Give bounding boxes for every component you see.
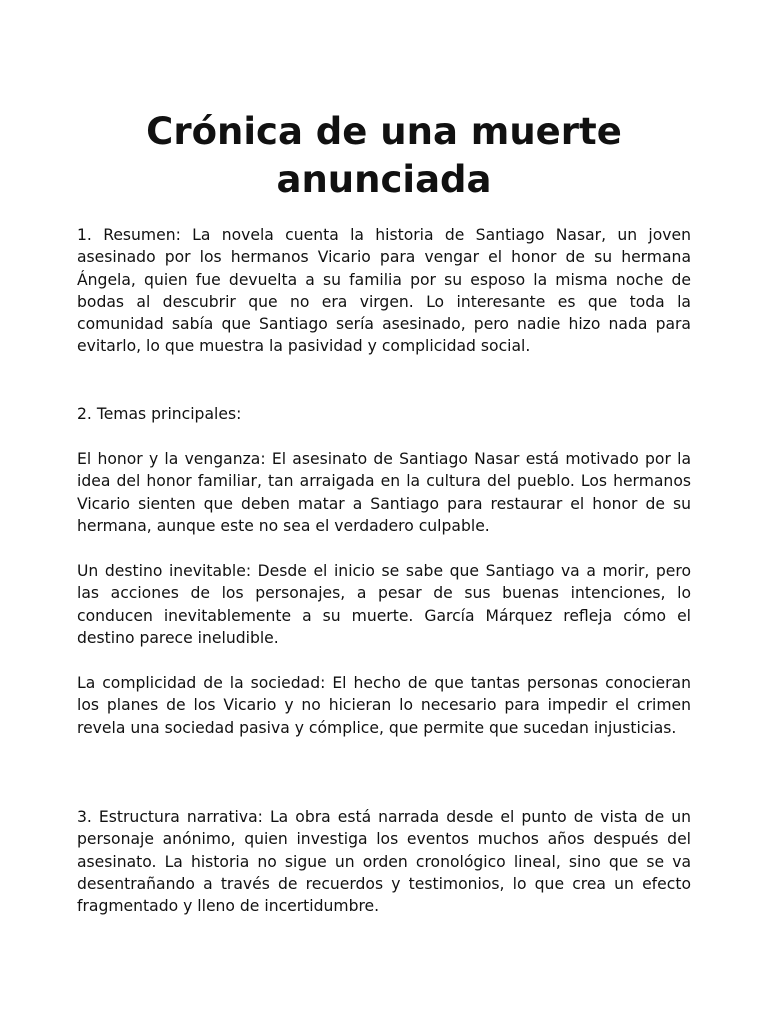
paragraph-resumen: 1. Resumen: La novela cuenta la historia de Santiago Nasar, un joven asesinado por los hermanos Vicario para vengar el honor de su hermana Ángela, quien fue devuelta a su familia por su esposo la misma noche de bodas al descubrir que no era virgen. Lo interesante es que toda la comunidad sabía que Santiago sería asesinado, pero nadie hizo nada para evitarlo, lo que muestra la pasividad y complicidad social. (77, 226, 691, 356)
section-heading-temas: 2. Temas principales: (77, 405, 242, 423)
document-title: Crónica de una muerte anunciada (146, 110, 622, 201)
paragraph-destino-inevitable: Un destino inevitable: Desde el inicio se sabe que Santiago va a morir, pero las acciones de los personajes, a pesar de sus buenas intenciones, lo conducen inevitablemente a su muerte. García Márquez refleja cómo el destino parece ineludible. (77, 562, 691, 647)
paragraph-complicidad-sociedad: La complicidad de la sociedad: El hecho de que tantas personas conocieran los planes de los Vicario y no hicieran lo necesario para impedir el crimen revela una sociedad pasiva y cómplice, que permite que sucedan injusticias. (77, 674, 691, 737)
paragraph-honor-venganza: El honor y la venganza: El asesinato de Santiago Nasar está motivado por la idea del honor familiar, tan arraigada en la cultura del pueblo. Los hermanos Vicario sienten que deben matar a Santiago para restaurar el honor de su hermana, aunque este no sea el verdadero culpable. (77, 450, 691, 535)
paragraph-estructura-narrativa: 3. Estructura narrativa: La obra está narrada desde el punto de vista de un personaje anónimo, quien investiga los eventos muchos años después del asesinato. La historia no sigue un orden cronológico lineal, sino que se va desentrañando a través de recuerdos y testimonios, lo que crea un efecto fragmentado y lleno de incertidumbre. (77, 808, 691, 916)
